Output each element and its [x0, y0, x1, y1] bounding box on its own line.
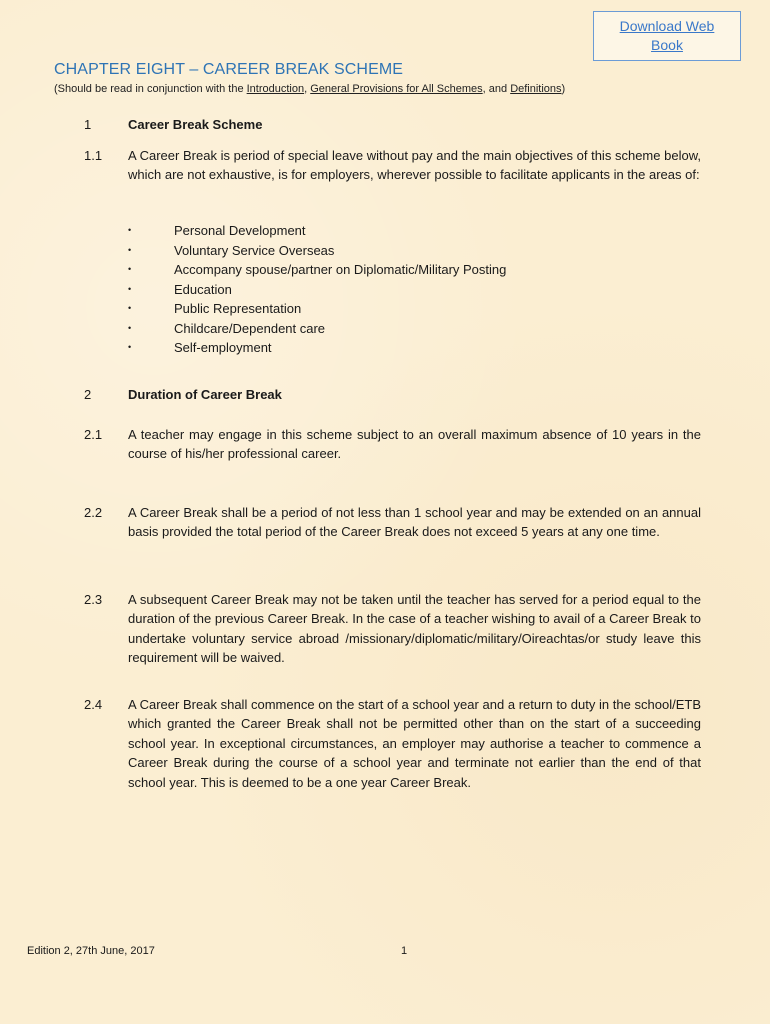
introduction-link[interactable]: Introduction — [246, 83, 305, 95]
clause-2-3-text: A subsequent Career Break may not be taken until the teacher has served for a period equal to the duration of the previous Career Break. In the case of a teacher wishing to avail of a Career Break to undertake voluntary service abroad /missionary/diplomatic/military/Oireachtas/or study leave this requirement will be waived. — [128, 592, 701, 666]
clause-1-1-number: 1.1 — [84, 148, 103, 163]
clause-2-3-number: 2.3 — [84, 592, 103, 607]
note-sep1: , — [304, 83, 311, 95]
section-2-number: 2 — [84, 387, 92, 402]
note-prefix: (Should be read in conjunction with the — [54, 83, 247, 95]
list-item-text: Voluntary Service Overseas — [174, 242, 335, 258]
note-suffix: ) — [561, 83, 566, 95]
bullet-icon: • — [128, 303, 132, 313]
bullet-icon: • — [128, 264, 132, 274]
clause-2-2-text: A Career Break shall be a period of not less than 1 school year and may be extended on an annual basis provided the total period of the Career Break does not exceed 5 years at any one time. — [128, 505, 701, 540]
list-item-text: Personal Development — [174, 223, 306, 238]
general-provisions-link[interactable]: General Provisions for All Schemes — [310, 83, 483, 95]
download-button-line2[interactable]: Book — [651, 37, 683, 53]
clause-2-4-text: A Career Break shall commence on the start of a school year and a return to duty in the school/ETB which granted the Career Break shall not be permitted other than on the start of a succeeding school year. In exceptional circumstances, an employer may authorise a teacher to commence a Career Break during the course of a school year and terminate not earlier than the end of that school year. This is deemed to be a one year Career Break. — [128, 697, 701, 790]
reading-note — [54, 83, 565, 95]
edition-footer: Edition 2, 27th June, 2017 — [27, 945, 155, 957]
clause-2-2-number: 2.2 — [84, 505, 103, 520]
list-item-text: Childcare/Dependent care — [174, 320, 326, 336]
section-1-heading: Career Break Scheme — [128, 117, 263, 132]
note-sep2: , and — [482, 83, 511, 95]
bullet-icon: • — [128, 342, 132, 352]
clause-1-1-text: A Career Break is period of special leave without pay and the main objectives of this scheme below, which are not exhaustive, is for employers, wherever possible to facilitate applicants in the areas of: — [128, 148, 701, 183]
clause-2-1-number: 2.1 — [84, 427, 103, 442]
definitions-link[interactable]: Definitions — [510, 83, 562, 95]
section-2-heading: Duration of Career Break — [128, 387, 282, 402]
list-item-text: Accompany spouse/partner on Diplomatic/Military Posting — [174, 262, 507, 277]
bullet-icon: • — [128, 283, 132, 294]
chapter-title: CHAPTER EIGHT – CAREER BREAK SCHEME — [54, 61, 404, 78]
bullet-icon: • — [128, 244, 132, 255]
clause-2-1-text: A teacher may engage in this scheme subject to an overall maximum absence of 10 years in the course of his/her professional career. — [128, 427, 701, 462]
list-item-text: Public Representation — [174, 301, 302, 316]
page-number: 1 — [401, 945, 408, 957]
section-1-number: 1 — [84, 117, 92, 132]
list-item-text: Education — [174, 281, 232, 297]
clause-2-4-number: 2.4 — [84, 697, 103, 712]
download-web-book-button[interactable] — [593, 11, 741, 61]
bullet-icon: • — [128, 225, 132, 235]
list-item-text: Self-employment — [174, 340, 272, 355]
download-button-line1[interactable]: Download Web — [619, 18, 715, 34]
bullet-icon: • — [128, 322, 132, 333]
